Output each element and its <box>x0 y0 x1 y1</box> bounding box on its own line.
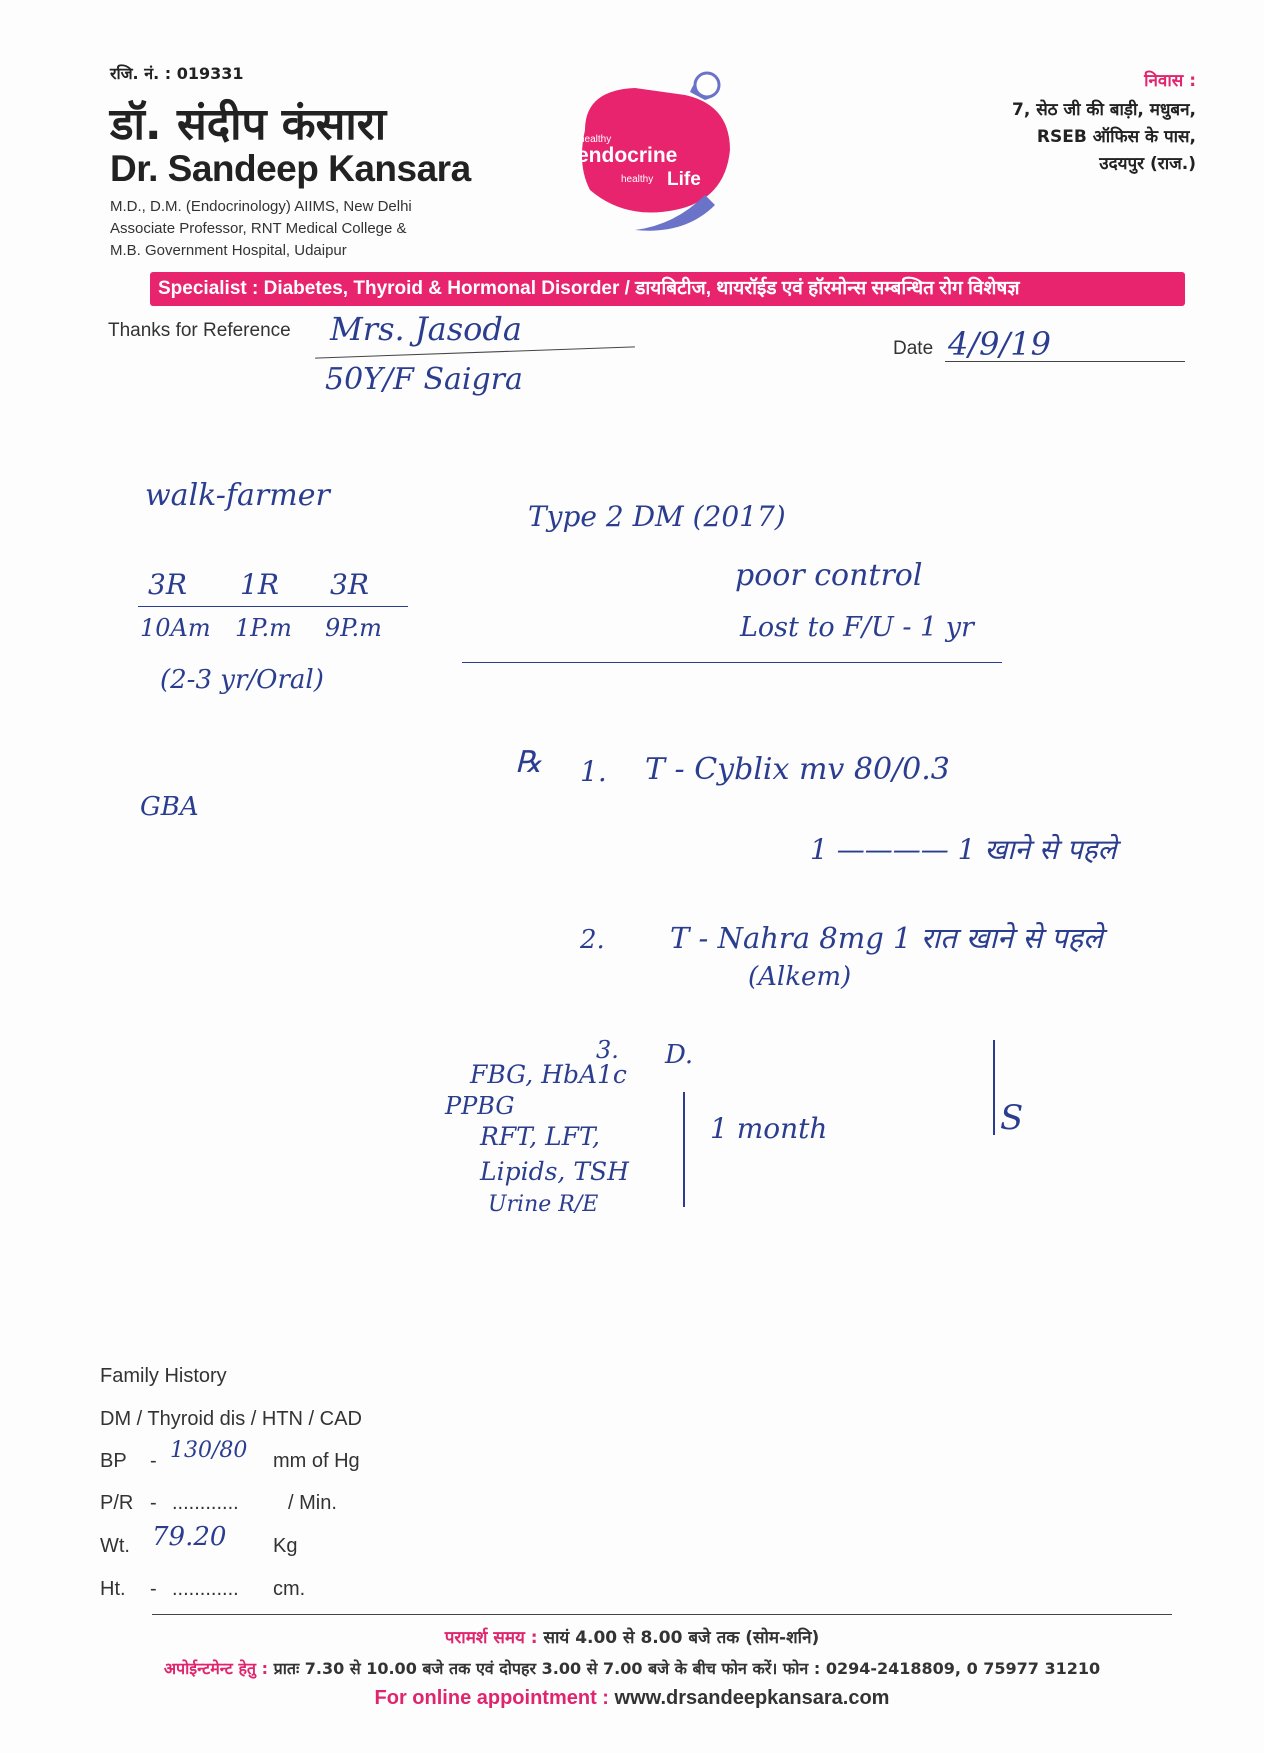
signature-stroke <box>993 1040 995 1135</box>
gba-note: GBA <box>140 792 199 822</box>
rx-item-number: 3. <box>596 1036 619 1064</box>
family-history-conditions: DM / Thyroid dis / HTN / CAD <box>100 1408 362 1430</box>
diagnosis-line: Type 2 DM (2017) <box>528 500 786 533</box>
endocrine-logo <box>565 70 745 235</box>
insulin-dose: 3R <box>148 568 187 601</box>
insulin-dose: 1R <box>240 568 279 601</box>
rx-item-dose: 1 ———— 1 खाने से पहले <box>810 833 1117 866</box>
appointment-info <box>0 1657 1264 1679</box>
diagnosis-divider <box>462 662 1002 663</box>
appointment-text: प्रातः 7.30 से 10.00 बजे तक एवं दोपहर 3.00 से 7.00 बजे के बीच फोन करें। फोन : 0294-2418809, 0 75977 31210 <box>273 1659 1101 1678</box>
qualification-line: M.D., D.M. (Endocrinology) AIIMS, New Delhi <box>110 198 412 215</box>
insulin-note: (2-3 yr/Oral) <box>160 665 324 695</box>
wt-label: Wt. <box>100 1535 130 1557</box>
qualification-line: Associate Professor, RNT Medical College & <box>110 220 407 237</box>
signature: S <box>1000 1098 1024 1138</box>
online-appointment <box>0 1687 1264 1710</box>
patient-name: Mrs. Jasoda <box>330 310 522 348</box>
pr-dash: - <box>150 1492 157 1514</box>
date-value: 4/9/19 <box>948 325 1051 363</box>
online-label: For online appointment : <box>374 1687 609 1709</box>
rx-item-brand: (Alkem) <box>748 962 852 992</box>
bp-unit: mm of Hg <box>273 1450 360 1472</box>
insulin-time: 9P.m <box>325 614 382 642</box>
logo-text: endocrine <box>577 144 678 167</box>
residence-line: 7, सेठ जी की बाड़ी, मधुबन, <box>1011 100 1196 120</box>
diagnosis-line: poor control <box>735 558 923 593</box>
consultation-timing <box>0 1625 1264 1648</box>
test-item: Lipids, TSH <box>480 1157 629 1186</box>
test-item: FBG, HbA1c <box>470 1060 627 1089</box>
doctor-name-english: Dr. Sandeep Kansara <box>110 148 471 189</box>
timing-label: परामर्श समय : <box>444 1628 538 1648</box>
diagnosis-line: Lost to F/U - 1 yr <box>740 612 974 643</box>
rx-symbol: ℞ <box>515 745 542 780</box>
reference-label: Thanks for Reference <box>108 320 291 341</box>
ht-value: ............ <box>172 1578 239 1600</box>
residence-line: RSEB ऑफिस के पास, <box>1036 127 1196 147</box>
bp-value: 130/80 <box>170 1438 248 1463</box>
residence-title: निवास : <box>1144 71 1196 91</box>
ht-label: Ht. <box>100 1578 126 1600</box>
date-label: Date <box>893 338 934 359</box>
timing-text: सायं 4.00 से 8.00 बजे तक (सोम-शनि) <box>543 1628 820 1648</box>
specialist-banner: Specialist : Diabetes, Thyroid & Hormonal Disorder / डायबिटीज, थायरॉईड एवं हॉरमोन्स सम्बन्धित रोग विशेषज्ञ <box>150 272 1185 306</box>
registration-number: रजि. नं. : 019331 <box>110 64 244 83</box>
test-item: RFT, LFT, <box>480 1122 600 1151</box>
doctor-name-hindi: डॉ. संदीप कंसारा <box>110 99 387 150</box>
wt-unit: Kg <box>273 1535 298 1557</box>
logo-text: healthy <box>621 174 654 185</box>
bp-dash: - <box>150 1450 157 1472</box>
appointment-label: अपोईन्टमेन्ट हेतु : <box>163 1659 269 1678</box>
followup-note: 1 month <box>710 1112 828 1145</box>
rx-item-number: 2. <box>580 925 605 955</box>
date-underline <box>945 361 1185 362</box>
website-link[interactable]: www.drsandeepkansara.com <box>614 1687 890 1709</box>
logo-text: healthy <box>579 134 612 145</box>
rx-item-text: D. <box>665 1040 694 1070</box>
occupation-note: walk-farmer <box>145 478 330 513</box>
rx-item-number: 1. <box>580 755 607 788</box>
reference-underline <box>315 346 635 358</box>
rx-item-text: T - Cyblix mv 80/0.3 <box>645 752 950 787</box>
wt-value: 79.20 <box>152 1522 227 1552</box>
qualification-line: M.B. Government Hospital, Udaipur <box>110 242 347 259</box>
pr-value: ............ <box>172 1492 239 1514</box>
patient-details: 50Y/F Saigra <box>325 362 523 397</box>
test-item: PPBG <box>445 1092 515 1120</box>
tests-bracket <box>683 1092 685 1207</box>
logo-text: Life <box>667 169 701 190</box>
ht-dash: - <box>150 1578 157 1600</box>
insulin-divider <box>138 606 408 607</box>
pr-unit: / Min. <box>288 1492 337 1514</box>
footer-divider <box>152 1614 1172 1615</box>
rx-item-text: T - Nahra 8mg 1 रात खाने से पहले <box>670 921 1103 955</box>
residence-line: उदयपुर (राज.) <box>1099 154 1196 174</box>
insulin-dose: 3R <box>330 568 369 601</box>
insulin-time: 1P.m <box>235 614 292 642</box>
bp-label: BP <box>100 1450 127 1472</box>
pr-label: P/R <box>100 1492 134 1514</box>
test-item: Urine R/E <box>488 1192 599 1217</box>
ht-unit: cm. <box>273 1578 306 1600</box>
insulin-time: 10Am <box>140 614 211 642</box>
family-history-title: Family History <box>100 1365 227 1387</box>
